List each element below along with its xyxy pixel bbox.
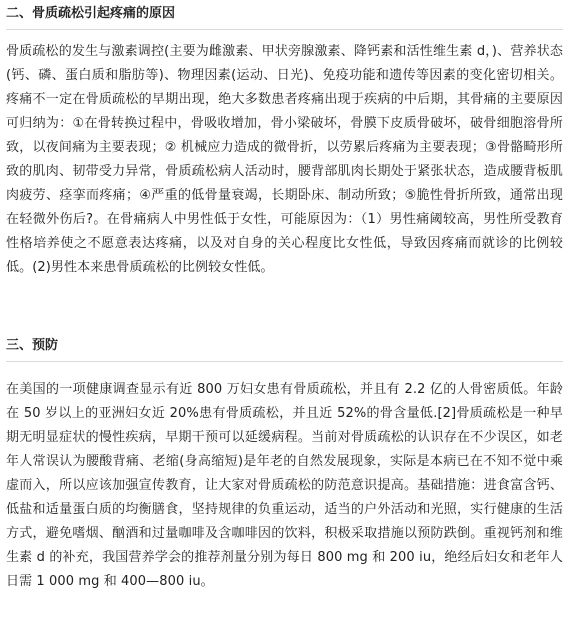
section-heading-prevention: 三、预防 [6,338,59,353]
prevention-paragraph: 在美国的一项健康调查显示有近 800 万妇女患有骨质疏松，并且有 2.2 亿的人骨密质低。年龄在 50 岁以上的亚洲妇女近 20%患有骨质疏松，并且近 52%的骨含量低.[2]骨质疏松是一种早期无明显症状的慢性疾病，早期干预可以延缓病程。当前对骨质疏松的认识存在不少误区，如老年人常误认为腰酸背痛、老缩(身高缩短)是年老的自然发展现象，实际是本病已在不知不觉中乘虚而入，所以应该加强宣传教育，让大家对骨质疏松的防范意识提高。基础措施：进食富含钙、低盐和适量蛋白质的均衡膳食，坚持规律的负重运动，适当的户外活动和光照，实行健康的生活方式，避免嗜烟、酗酒和过量咖啡及含咖啡因的饮料，积极采取措施以预防跌倒。重视钙剂和维生素 d 的补充，我国营养学会的推荐剂量分别为每日 800 mg 和 200 iu，绝经后妇女和老年人日需 1 000 mg 和 400—800 iu。 [6,382,563,589]
section-heading-causes: 二、骨质疏松引起疼痛的原因 [6,6,176,21]
section-divider [6,361,563,362]
section-divider [6,29,563,30]
causes-paragraph: 骨质疏松的发生与激素调控(主要为雌激素、甲状旁腺激素、降钙素和活性维生素 d，)、营养状态(钙、磷、蛋白质和脂肪等)、物理因素(运动、日光)、免疫功能和遗传等因素的变化密切相关。疼痛不一定在骨质疏松的早期出现，绝大多数患者疼痛出现于疾病的中后期，其骨痛的主要原因可归纳为：①在骨转换过程中，骨吸收增加，骨小梁破坏，骨膜下皮质骨破坏，破骨细胞溶骨所致，以夜间痛为主要表现；② 机械应力造成的微骨折，以劳累后疼痛为主要表现；③骨骼畸形所致的肌肉、韧带受力异常，骨质疏松病人活动时，腰背部肌肉长期处于紧张状态，造成腰背板肌肉疲劳、痉挛而疼痛；④严重的低骨量衰竭，长期卧床、制动所致；⑤脆性骨折所致，通常出现在轻微外伤后?。在骨痛病人中男性低于女性，可能原因为：（1）男性痛阈较高，男性所受教育性格培养使之不愿意表达疼痛，以及对自身的关心程度比女性低，导致因疼痛而就诊的比例较低。(2)男性本来患骨质疏松的比例较女性低。 [6,44,563,275]
